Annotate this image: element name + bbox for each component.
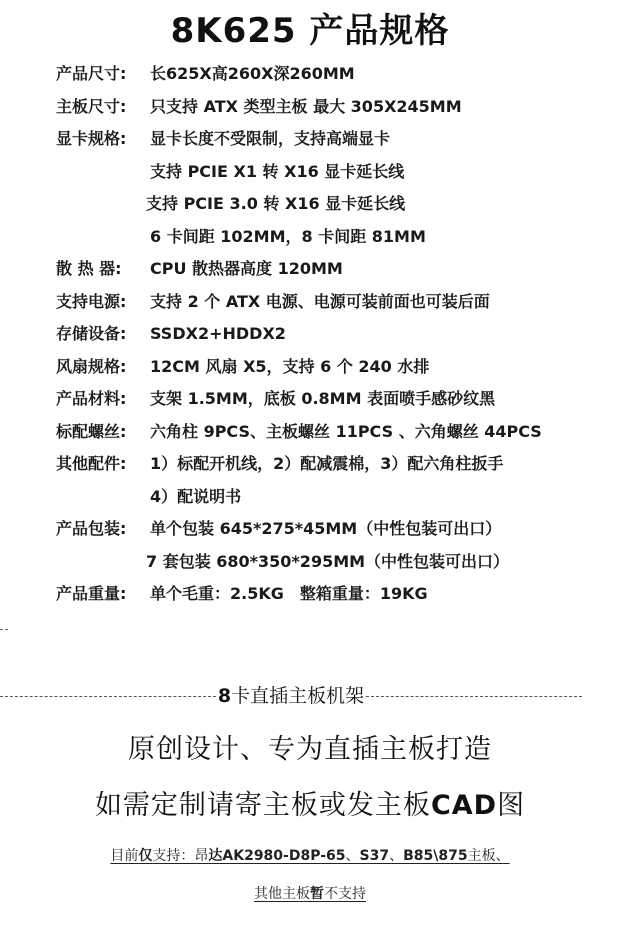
spec-label: 产品重量:	[56, 584, 127, 603]
spec-value: 单个毛重：2.5KG 整箱重量：19KG	[150, 584, 428, 603]
spec-gpu-extra-3: 6 卡间距 102MM，8 卡间距 81MM	[150, 227, 426, 246]
divider-text: 卡直插主板机架	[231, 685, 365, 707]
spec-package	[56, 516, 501, 542]
slogan-custom-end: 图	[497, 790, 526, 821]
spec-gpu-extra-1: 支持 PCIE X1 转 X16 显卡延长线	[150, 162, 405, 181]
spec-accessories-extra: 4）配说明书	[150, 487, 242, 506]
spec-value: 六角柱 9PCS、主板螺丝 11PCS 、六角螺丝 44PCS	[150, 422, 542, 441]
spec-motherboard	[56, 94, 462, 120]
spec-size	[56, 61, 355, 87]
note-sep: 、	[345, 848, 360, 864]
spec-label: 显卡规格:	[56, 129, 127, 148]
spec-label: 风扇规格:	[56, 357, 127, 376]
spec-power	[56, 289, 490, 315]
spec-material	[56, 386, 495, 412]
spec-gpu	[56, 126, 390, 152]
divider-line-right	[366, 696, 582, 697]
note2-suffix: 不支持	[324, 886, 366, 902]
spec-value: 支持 2 个 ATX 电源、电源可装前面也可装后面	[150, 292, 490, 311]
spec-screws	[56, 419, 542, 445]
spec-value: 单个包装 645*275*45MM（中性包装可出口）	[150, 519, 502, 538]
spec-weight	[56, 581, 428, 607]
spec-package-extra: 7 套包装 680*350*295MM（中性包装可出口）	[146, 552, 510, 571]
spec-value: 只支持 ATX 类型主板 最大 305X245MM	[150, 97, 462, 116]
spec-value: 显卡长度不受限制，支持高端显卡	[150, 129, 391, 148]
dash-mark	[0, 629, 8, 630]
spec-value: 长625X高260X深260MM	[150, 64, 355, 83]
note-mid: 支持：昂	[152, 848, 209, 864]
spec-value: 1）标配开机线，2）配减震棉，3）配六角柱扳手	[150, 454, 504, 473]
slogan-custom-text: 如需定制请寄主板或发主板	[94, 790, 431, 821]
spec-label: 产品材料:	[56, 389, 127, 408]
spec-label: 产品尺寸:	[56, 64, 127, 83]
spec-cooler	[56, 256, 343, 282]
spec-gpu-extra-2: 支持 PCIE 3.0 转 X16 显卡延长线	[146, 194, 406, 213]
spec-fans	[56, 354, 429, 380]
divider-number: 8	[217, 685, 232, 707]
spec-label: 其他配件:	[56, 454, 127, 473]
spec-label: 主板尺寸:	[56, 97, 127, 116]
divider-title	[216, 682, 366, 710]
divider-line-left	[0, 696, 216, 697]
spec-label: 产品包装:	[56, 519, 127, 538]
note-sep: 、	[389, 848, 404, 864]
slogan-design: 原创设计、专为直插主板打造	[128, 734, 492, 765]
page-title: 8K625 产品规格	[170, 11, 450, 51]
spec-value: 支架 1.5MM，底板 0.8MM 表面喷手感砂纹黑	[150, 389, 496, 408]
support-note	[0, 845, 620, 867]
note-model-1: 达AK2980-D8P-65	[208, 848, 346, 864]
spec-label: 存储设备:	[56, 324, 127, 343]
slogan-custom	[0, 786, 620, 826]
note-model-2: S37	[359, 848, 390, 864]
spec-value: SSDX2+HDDX2	[150, 324, 286, 343]
section-divider	[0, 682, 582, 710]
note2-prefix: 其他主板	[254, 886, 310, 902]
note-suffix: 主板、	[467, 848, 510, 864]
unsupported-note	[0, 883, 620, 905]
spec-label: 散 热 器:	[56, 259, 122, 278]
spec-label: 支持电源:	[56, 292, 127, 311]
note2-bold: 暂	[310, 886, 324, 902]
note-prefix: 目前	[110, 848, 139, 864]
note-model-3: B85\875	[403, 848, 468, 864]
support-note-text	[110, 848, 509, 864]
unsupported-note-text	[254, 886, 366, 902]
spec-value: CPU 散热器高度 120MM	[150, 259, 343, 278]
spec-label: 标配螺丝:	[56, 422, 127, 441]
slogan-custom-cad: CAD	[430, 790, 498, 821]
note-bold-only: 仅	[138, 848, 153, 864]
spec-value: 12CM 风扇 X5，支持 6 个 240 水排	[150, 357, 430, 376]
spec-accessories	[56, 451, 503, 477]
spec-storage	[56, 321, 286, 347]
